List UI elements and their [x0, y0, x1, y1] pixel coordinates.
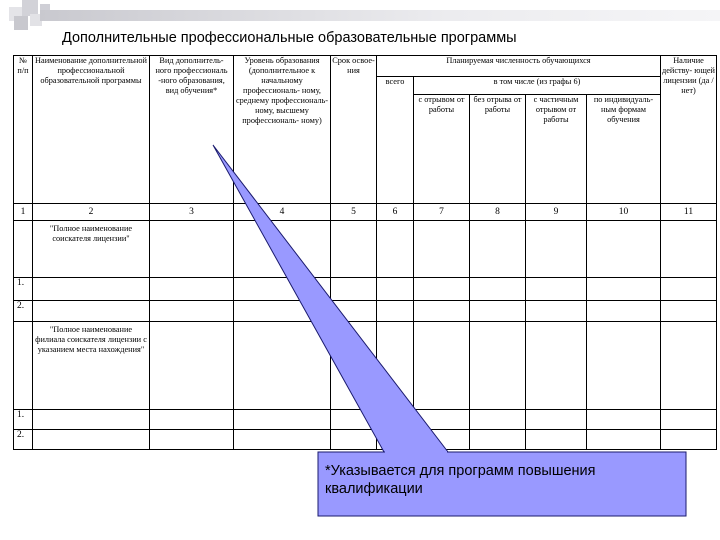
footnote-text: *Указывается для программ повышения квалификации [325, 463, 596, 497]
section-branch: "Полное наименование филиала соискателя лицензии с указанием места нахождения" [33, 322, 150, 410]
column-number: 4 [234, 204, 331, 221]
header-partial-leave: с частичным отрывом от работы [526, 95, 587, 204]
header-number: № п/п [14, 56, 33, 204]
header-education-level: Уровень образования (дополнительное к начальному профессиональ- ному, среднему профессиональ- ному, высшему профессиональ- ному) [234, 56, 331, 204]
column-number: 5 [331, 204, 377, 221]
column-number: 2 [33, 204, 150, 221]
row-label: 1. [14, 278, 33, 301]
column-number: 1 [14, 204, 33, 221]
column-number: 3 [150, 204, 234, 221]
page-title: Дополнительные профессиональные образовательные программы [62, 30, 517, 46]
column-number: 11 [661, 204, 717, 221]
header-planned-students: Планируемая численность обучающихся [377, 56, 661, 77]
column-number: 8 [470, 204, 526, 221]
header-education-type: Вид дополнитель- ного профессиональ -ного образования, вид обучения* [150, 56, 234, 204]
column-number: 7 [414, 204, 470, 221]
header-duration: Срок освое- ния [331, 56, 377, 204]
header-full-time: с отрывом от работы [414, 95, 470, 204]
column-number: 9 [526, 204, 587, 221]
column-number: 10 [587, 204, 661, 221]
header-program-name: Наименование дополнительной профессиональной образовательной программы [33, 56, 150, 204]
row-label: 1. [14, 410, 33, 430]
header-individual: по индивидуаль- ным формам обучения [587, 95, 661, 204]
row-label: 2. [14, 301, 33, 322]
callout-pointer [213, 145, 448, 452]
header-including: в том числе (из графы 6) [414, 77, 661, 95]
header-without-leave: без отрыва от работы [470, 95, 526, 204]
header-license: Наличие действу- ющей лицензии (да / нет) [661, 56, 717, 204]
header-total: всего [377, 77, 414, 204]
column-number: 6 [377, 204, 414, 221]
section-licensee: "Полное наименование соискателя лицензии" [33, 221, 150, 278]
row-label: 2. [14, 430, 33, 450]
